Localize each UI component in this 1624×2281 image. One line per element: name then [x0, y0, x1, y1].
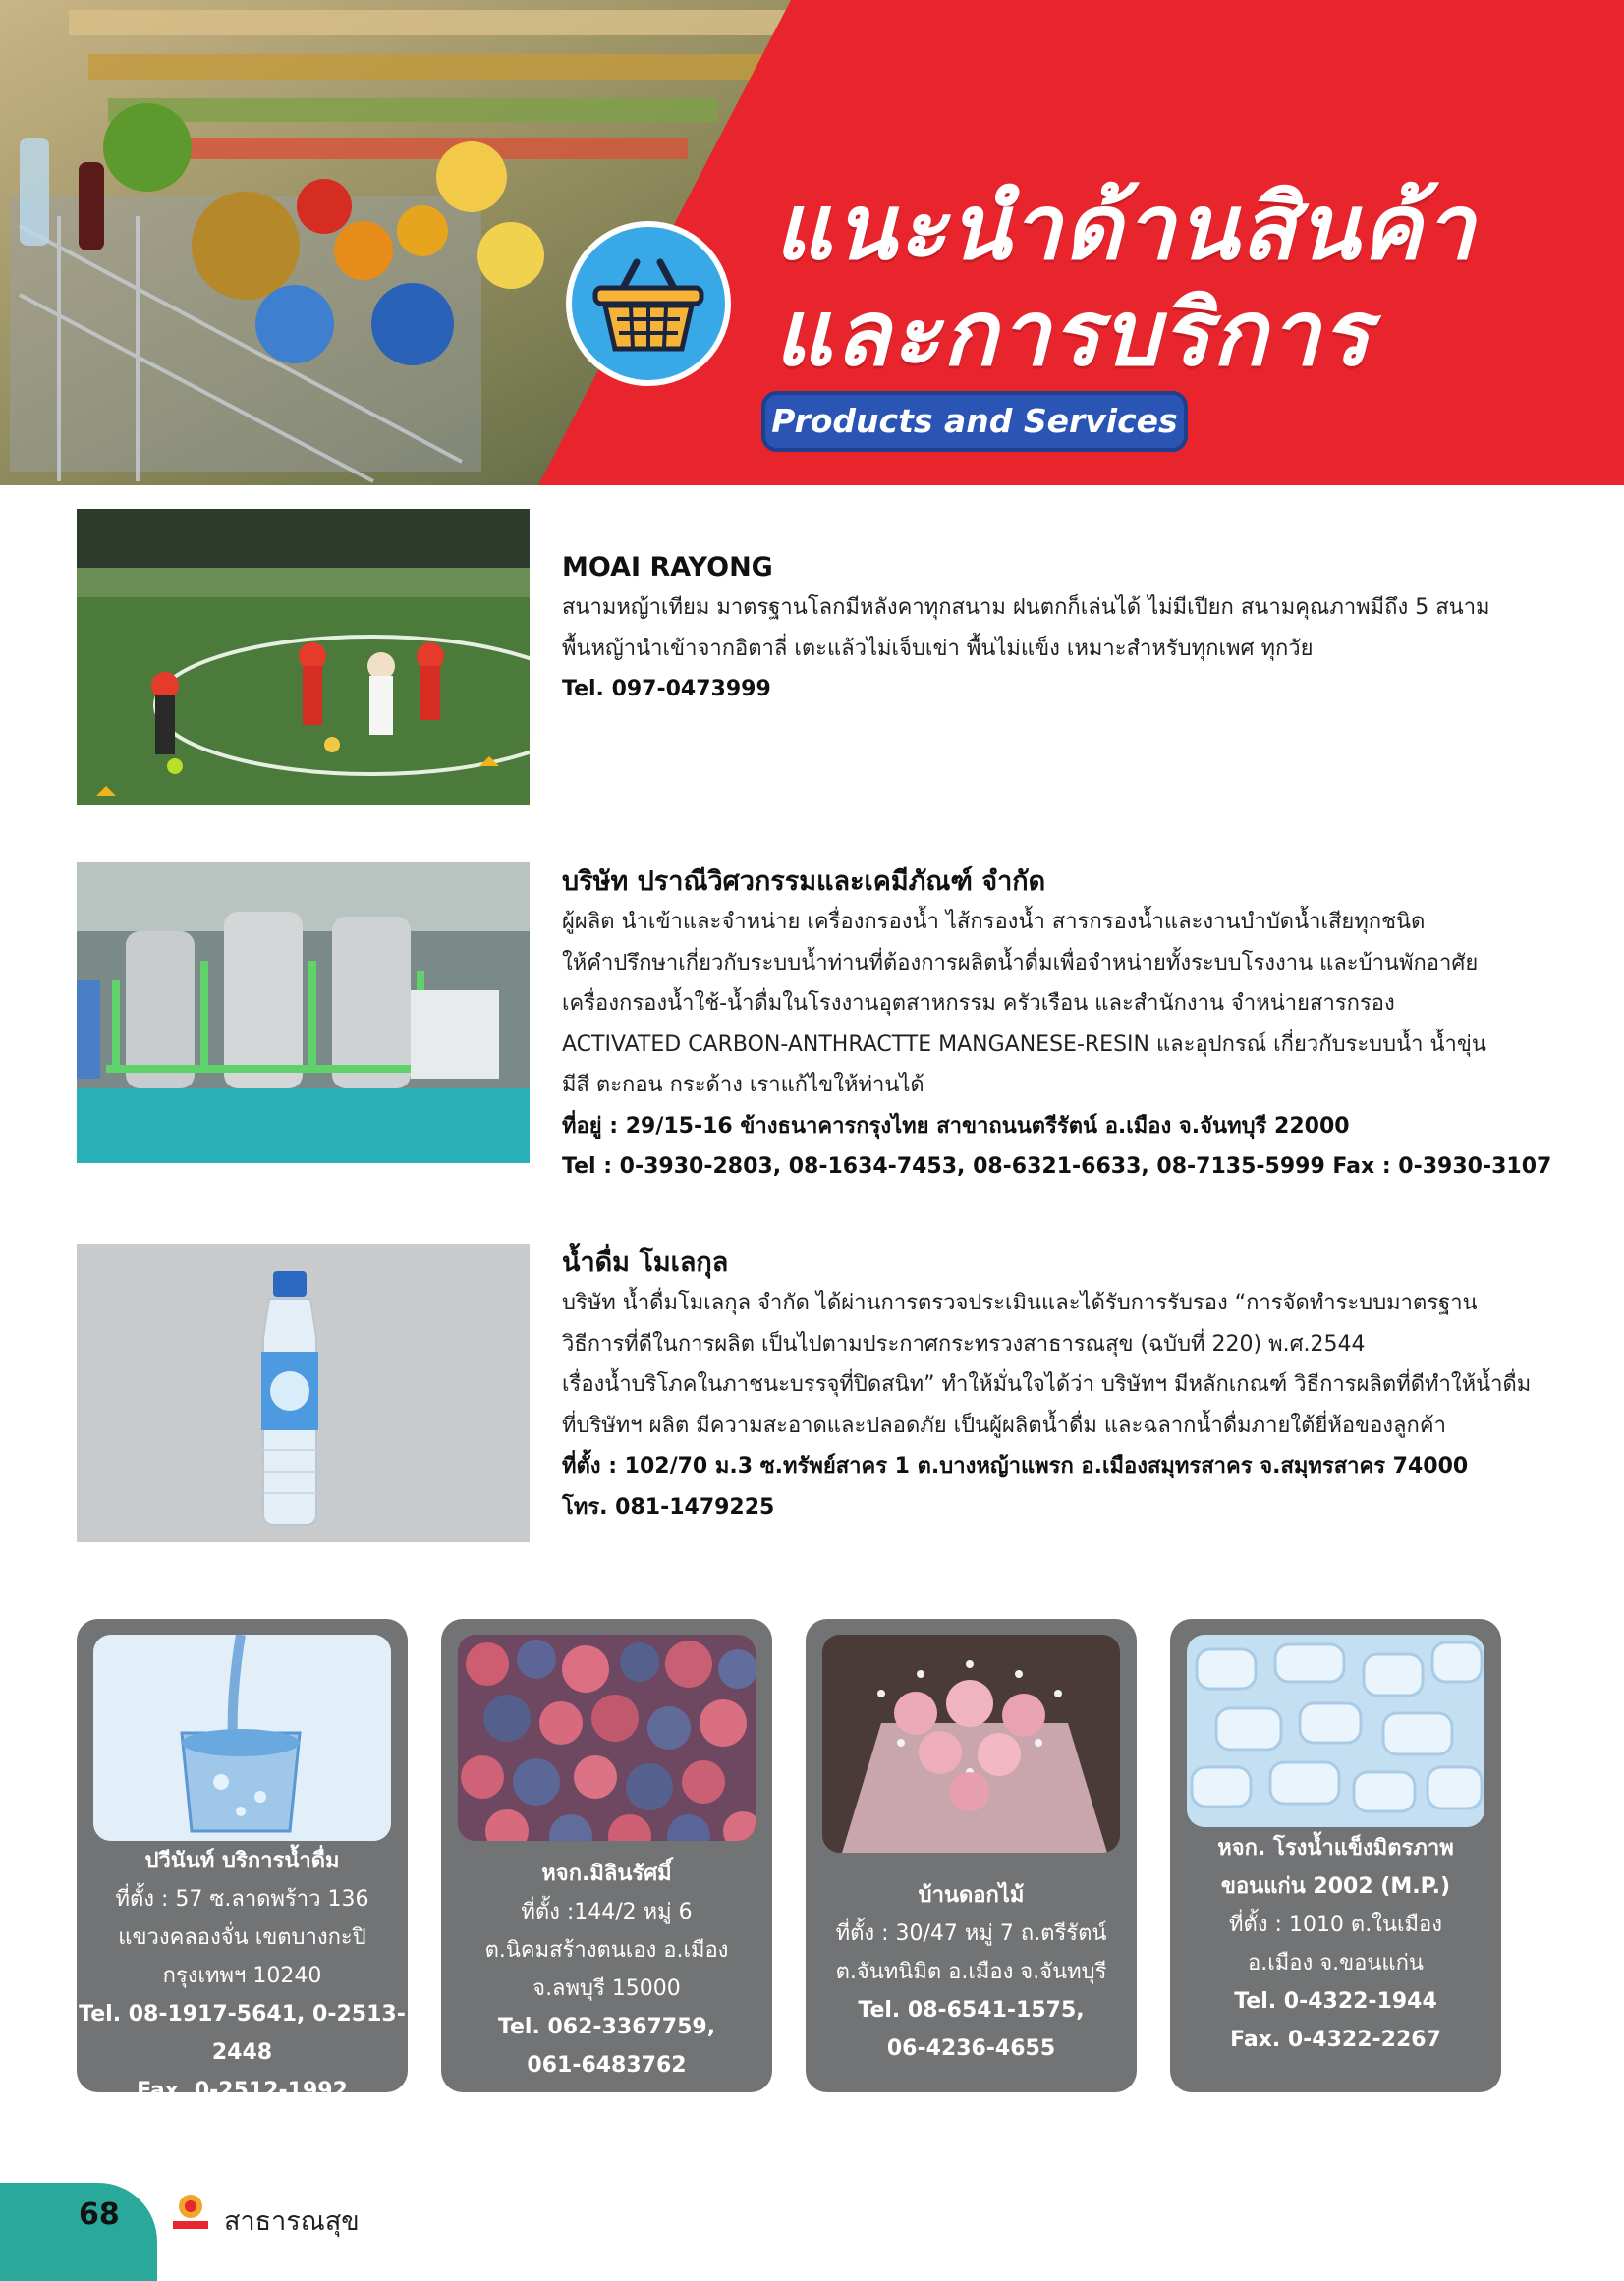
card-title: ขอนแก่น 2002 (M.P.)	[1220, 1874, 1451, 1899]
page-header	[0, 0, 1624, 485]
magazine-name: สาธารณสุข	[224, 2206, 360, 2237]
card-title: บ้านดอกไม้	[918, 1883, 1025, 1908]
listing-address: ที่ตั้ง : 102/70 ม.3 ซ.ทรัพย์สาคร 1 ต.บางหญ้าแพรก อ.เมืองสมุทรสาคร จ.สมุทรสาคร 74000	[562, 1454, 1469, 1478]
listing-address: ที่อยู่ : 29/15-16 ข้างธนาคารกรุงไทย สาขาถนนตรีรัตน์ อ.เมือง จ.จันทบุรี 22000	[562, 1113, 1350, 1139]
flower-bouquet-photo	[822, 1635, 1120, 1853]
card-phone: Tel. 08-1917-5641, 0-2513-2448	[79, 2002, 406, 2065]
listing-description-line: เรื่องน้ำบริโภคในภาชนะบรรจุที่ปิดสนิท” ทำให้มั่นใจได้ว่า บริษัทฯ มีหลักเกณฑ์ วิธีการผลิตที่ดีทำให้น้ำดื่ม	[562, 1372, 1532, 1397]
listing-description-line: เครื่องกรองน้ำใช้-น้ำดื่มในโรงงานอุตสาหกรรม ครัวเรือน และสำนักงาน จำหน่ายสารกรอง	[562, 991, 1395, 1016]
card-address-line: ต.จันทนิมิต อ.เมือง จ.จันทบุรี	[835, 1960, 1107, 1984]
listing-description-line: พื้นหญ้านำเข้าจากอิตาลี่ เตะแล้วไม่เจ็บเข่า พื้นไม่แข็ง เหมาะสำหรับทุกเพศ ทุกวัย	[562, 636, 1314, 661]
card-address-line: อ.เมือง จ.ขอนแก่น	[1248, 1951, 1424, 1975]
listing-description-line: ให้คำปรึกษาเกี่ยวกับระบบน้ำท่านที่ต้องการผลิตน้ำดื่มเพื่อจำหน่ายทั้งระบบโรงงาน และบ้านพักอาศัย	[562, 950, 1479, 975]
page-number: 68	[79, 2198, 120, 2232]
listing-phone: Tel. 097-0473999	[562, 677, 771, 701]
card-address-line: กรุงเทพฯ 10240	[162, 1964, 322, 1988]
listing-phone: โทร. 081-1479225	[562, 1494, 775, 1520]
water-filter-plant-photo	[77, 862, 530, 1163]
card-title: หจก. โรงน้ำแข็งมิตรภาพ	[1217, 1836, 1454, 1861]
card-address-line: แขวงคลองจั่น เขตบางกะปิ	[118, 1925, 366, 1950]
shopping-basket-icon	[566, 221, 731, 386]
card-phone: Tel. 062-3367759,	[497, 2015, 716, 2039]
listing-description-line: สนามหญ้าเทียม มาตรฐานโลกมีหลังคาทุกสนาม ฝนตกก็เล่นได้ ไม่มีเปียก สนามคุณภาพมีถึง 5 สนาม	[562, 595, 1490, 620]
listing-description-line: บริษัท น้ำดื่มโมเลกุล จำกัด ได้ผ่านการตรวจประเมินและได้รับการรับรอง “การจัดทำระบบมาตรฐาน	[562, 1291, 1478, 1315]
card-address-line: ที่ตั้ง : 57 ซ.ลาดพร้าว 136	[115, 1887, 369, 1912]
card-address-line: จ.ลพบุรี 15000	[532, 1976, 681, 2001]
card-fax: Fax. 0-4322-2267	[1230, 2028, 1441, 2052]
frozen-berries-photo	[458, 1635, 756, 1841]
card-address-line: ที่ตั้ง : 30/47 หมู่ 7 ถ.ตรีรัตน์	[835, 1921, 1107, 1946]
card-mittraphap-ice	[1170, 1619, 1501, 2092]
section-subtitle-badge: Products and Services	[761, 391, 1188, 452]
listing-description-line: ที่บริษัทฯ ผลิต มีความสะอาดและปลอดภัย เป็นผู้ผลิตน้ำดื่ม และฉลากน้ำดื่มภายใต้ยี่ห้อของลูกค้า	[562, 1413, 1446, 1438]
card-milin-rassami	[441, 1619, 772, 2092]
card-baan-dokmai	[806, 1619, 1137, 2092]
listing-title: บริษัท ปราณีวิศวกรรมและเคมีภัณฑ์ จำกัด	[562, 866, 1046, 897]
card-paweenan-water	[77, 1619, 408, 2103]
section-title-line1: แนะนำด้านสินค้า	[774, 175, 1477, 280]
ice-cubes-photo	[1187, 1635, 1484, 1827]
listing-title: น้ำดื่ม โมเลกุล	[562, 1248, 729, 1278]
glass-water-photo	[93, 1635, 391, 1841]
magazine-logo	[171, 2191, 210, 2230]
card-fax: Fax. 0-2512-1992	[137, 2079, 348, 2103]
card-phone: Tel. 0-4322-1944	[1234, 1989, 1437, 2014]
card-title: ปวีนันท์ บริการน้ำดื่ม	[144, 1849, 340, 1873]
listing-phone: Tel : 0-3930-2803, 08-1634-7453, 08-6321-6633, 08-7135-5999 Fax : 0-3930-3107	[562, 1154, 1552, 1179]
card-phone: 061-6483762	[527, 2053, 687, 2078]
water-bottle-photo	[77, 1244, 530, 1542]
card-address-line: ต.นิคมสร้างตนเอง อ.เมือง	[484, 1938, 729, 1963]
listing-title: MOAI RAYONG	[562, 552, 773, 583]
section-title	[774, 175, 1477, 387]
listing-description-line: วิธีการที่ดีในการผลิต เป็นไปตามประกาศกระทรวงสาธารณสุข (ฉบับที่ 220) พ.ศ.2544	[562, 1331, 1366, 1357]
card-phone: 06-4236-4655	[886, 2036, 1056, 2061]
football-field-photo	[77, 509, 530, 805]
section-title-line2: และการบริการ	[774, 281, 1372, 386]
listing-description-line: มีสี ตะกอน กระด้าง เราแก้ไขให้ท่านได้	[562, 1073, 924, 1097]
listing-description-line: ผู้ผลิต นำเข้าและจำหน่าย เครื่องกรองน้ำ ไส้กรองน้ำ สารกรองน้ำและงานบำบัดน้ำเสียทุกชนิด	[562, 910, 1426, 934]
card-address-line: ที่ตั้ง :144/2 หมู่ 6	[521, 1900, 693, 1924]
card-phone: Tel. 08-6541-1575,	[858, 1998, 1085, 2023]
card-title: หจก.มิลินรัศมิ์	[541, 1862, 672, 1886]
card-address-line: ที่ตั้ง : 1010 ต.ในเมือง	[1229, 1913, 1442, 1937]
listing-description-line: ACTIVATED CARBON-ANTHRACTTE MANGANESE-RESIN และอุปกรณ์ เกี่ยวกับระบบน้ำ น้ำขุ่น	[562, 1031, 1486, 1057]
